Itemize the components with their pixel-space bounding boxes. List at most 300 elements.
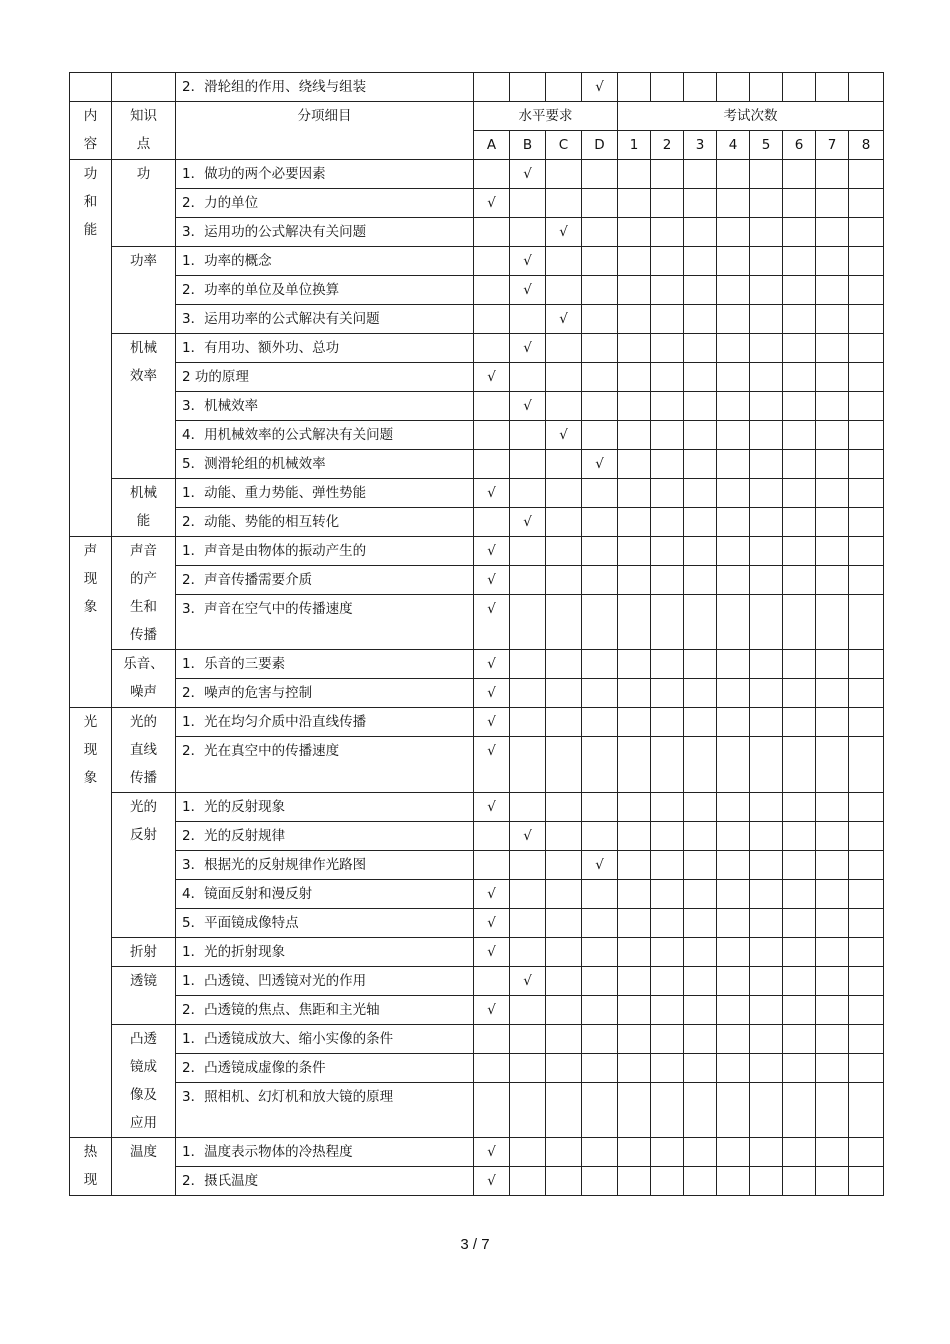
level-cell-c [546,218,582,247]
level-cell-c [546,160,582,189]
check-mark: √ [487,656,496,672]
table-row [70,160,884,189]
level-cell-a [474,909,510,938]
item-cell: 1．功率的概念 [176,247,474,276]
check-mark: √ [523,514,532,530]
level-cell-d [582,1167,618,1196]
level-cell-c [546,909,582,938]
level-cell-c [546,1054,582,1083]
stacked-char: 像及 [130,1087,157,1103]
stacked-char: 光的 [130,714,157,730]
exam-cell-4 [717,909,750,938]
exam-cell-4 [717,247,750,276]
exam-cell-2 [651,73,684,102]
exam-cell-6 [783,851,816,880]
stacked-char: 光 [83,714,98,730]
exam-cell-1 [618,650,651,679]
exam-cell-4 [717,566,750,595]
level-cell-c [546,851,582,880]
level-cell-a [474,247,510,276]
stacked-char: 噪声 [130,684,157,700]
exam-cell-1 [618,160,651,189]
header-level: A [474,131,510,160]
header-exam-number: 4 [717,131,750,160]
exam-cell-8 [849,708,884,737]
stacked-char: 光的 [130,799,157,815]
stacked-char: 点 [136,136,151,152]
level-cell-d [582,160,618,189]
level-cell-a [474,880,510,909]
exam-cell-1 [618,508,651,537]
level-cell-d [582,595,618,650]
exam-cell-7 [816,392,849,421]
exam-cell-5 [750,737,783,793]
level-cell-c [546,537,582,566]
level-cell-d [582,737,618,793]
exam-cell-6 [783,421,816,450]
level-cell-c [546,334,582,363]
exam-cell-4 [717,276,750,305]
level-cell-d [582,566,618,595]
level-cell-c [546,708,582,737]
level-cell-d [582,851,618,880]
exam-cell-6 [783,363,816,392]
exam-cell-8 [849,938,884,967]
exam-cell-6 [783,1025,816,1054]
check-mark: √ [487,572,496,588]
table-row [70,218,884,247]
item-cell: 1．动能、重力势能、弹性势能 [176,479,474,508]
item-cell: 1．做功的两个必要因素 [176,160,474,189]
exam-cell-1 [618,737,651,793]
level-cell-b [510,650,546,679]
table-row [70,996,884,1025]
exam-cell-4 [717,793,750,822]
item-cell: 1．光的反射现象 [176,793,474,822]
level-cell-a [474,1025,510,1054]
item-cell: 1．凸透镜、凹透镜对光的作用 [176,967,474,996]
item-cell: 3．运用功的公式解决有关问题 [176,218,474,247]
level-cell-a [474,218,510,247]
exam-cell-6 [783,996,816,1025]
exam-cell-6 [783,479,816,508]
check-mark: √ [487,485,496,501]
exam-cell-6 [783,909,816,938]
exam-cell-4 [717,1054,750,1083]
exam-cell-5 [750,679,783,708]
exam-cell-4 [717,595,750,650]
exam-cell-3 [684,392,717,421]
level-cell-a [474,1167,510,1196]
exam-cell-7 [816,1083,849,1138]
exam-cell-4 [717,1083,750,1138]
exam-cell-8 [849,1025,884,1054]
level-cell-b [510,363,546,392]
exam-cell-1 [618,909,651,938]
exam-cell-5 [750,851,783,880]
exam-cell-1 [618,566,651,595]
level-cell-c [546,1167,582,1196]
stacked-char: 象 [83,770,98,786]
exam-cell-6 [783,276,816,305]
header-level-group: 水平要求 [474,102,618,131]
exam-cell-3 [684,363,717,392]
exam-cell-8 [849,334,884,363]
exam-cell-2 [651,1083,684,1138]
level-cell-a [474,392,510,421]
item-cell: 2．光的反射规律 [176,822,474,851]
stacked-char: 机械 [130,340,157,356]
exam-cell-3 [684,793,717,822]
exam-cell-5 [750,421,783,450]
exam-cell-6 [783,938,816,967]
exam-cell-1 [618,1054,651,1083]
exam-cell-7 [816,851,849,880]
exam-cell-2 [651,363,684,392]
exam-cell-6 [783,880,816,909]
level-cell-a [474,479,510,508]
stacked-char: 内 [83,108,98,124]
level-cell-a [474,363,510,392]
level-cell-b [510,679,546,708]
exam-cell-8 [849,1054,884,1083]
level-cell-b [510,1138,546,1167]
exam-cell-6 [783,73,816,102]
exam-cell-3 [684,566,717,595]
level-cell-c [546,247,582,276]
exam-cell-3 [684,967,717,996]
check-mark: √ [487,886,496,902]
item-cell: 3．照相机、幻灯机和放大镜的原理 [176,1083,474,1138]
level-cell-d [582,305,618,334]
check-mark: √ [487,1173,496,1189]
exam-cell-3 [684,218,717,247]
exam-cell-8 [849,508,884,537]
exam-cell-8 [849,1083,884,1138]
check-mark: √ [559,427,568,443]
exam-cell-2 [651,1138,684,1167]
exam-cell-4 [717,508,750,537]
exam-cell-4 [717,450,750,479]
level-cell-b [510,967,546,996]
exam-cell-3 [684,851,717,880]
exam-cell-6 [783,334,816,363]
exam-cell-8 [849,1138,884,1167]
exam-cell-6 [783,160,816,189]
exam-cell-4 [717,1138,750,1167]
exam-cell-7 [816,363,849,392]
exam-cell-7 [816,305,849,334]
exam-cell-4 [717,1167,750,1196]
exam-cell-3 [684,650,717,679]
stacked-char: 现 [83,571,98,587]
knowledge-cell [112,73,176,102]
header-exam-number: 3 [684,131,717,160]
exam-cell-1 [618,996,651,1025]
exam-cell-1 [618,708,651,737]
table-row [70,737,884,764]
exam-cell-6 [783,737,816,793]
exam-cell-1 [618,938,651,967]
exam-cell-1 [618,334,651,363]
table-row [70,73,884,102]
level-cell-c [546,793,582,822]
level-cell-b [510,880,546,909]
exam-cell-8 [849,276,884,305]
item-cell: 1．凸透镜成放大、缩小实像的条件 [176,1025,474,1054]
header-level: B [510,131,546,160]
exam-cell-2 [651,909,684,938]
exam-cell-1 [618,479,651,508]
exam-cell-7 [816,793,849,822]
exam-cell-8 [849,737,884,793]
exam-cell-2 [651,793,684,822]
header-exam-number: 7 [816,131,849,160]
table-row [70,276,884,305]
exam-cell-6 [783,218,816,247]
curriculum-table [69,72,884,1196]
exam-cell-4 [717,537,750,566]
stacked-char: 和 [83,194,98,210]
table-row [70,392,884,421]
check-mark: √ [487,714,496,730]
exam-cell-5 [750,363,783,392]
exam-cell-6 [783,189,816,218]
exam-cell-2 [651,822,684,851]
level-cell-d [582,708,618,737]
exam-cell-8 [849,967,884,996]
exam-cell-1 [618,73,651,102]
check-mark: √ [523,282,532,298]
stacked-char: 功 [136,166,151,182]
exam-cell-6 [783,793,816,822]
stacked-char: 折射 [130,944,157,960]
level-cell-a [474,1054,510,1083]
check-mark: √ [559,224,568,240]
exam-cell-3 [684,537,717,566]
stacked-char: 的产 [130,571,157,587]
level-cell-b [510,276,546,305]
stacked-char: 直线 [130,742,157,758]
exam-cell-8 [849,537,884,566]
exam-cell-2 [651,708,684,737]
level-cell-c [546,566,582,595]
exam-cell-7 [816,566,849,595]
exam-cell-4 [717,1025,750,1054]
table-row [70,967,884,996]
exam-cell-5 [750,479,783,508]
exam-cell-3 [684,276,717,305]
knowledge-cell [112,793,176,938]
exam-cell-8 [849,679,884,708]
exam-cell-4 [717,679,750,708]
exam-cell-1 [618,595,651,650]
exam-cell-8 [849,880,884,909]
level-cell-c [546,822,582,851]
header-row [70,102,884,131]
table-row [70,1138,884,1167]
level-cell-d [582,1025,618,1054]
exam-cell-2 [651,1054,684,1083]
check-mark: √ [487,915,496,931]
table-row [70,880,884,909]
level-cell-c [546,421,582,450]
exam-cell-8 [849,218,884,247]
exam-cell-8 [849,189,884,218]
exam-cell-3 [684,708,717,737]
header-item: 分项细目 [176,102,474,160]
level-cell-d [582,909,618,938]
check-mark: √ [523,828,532,844]
level-cell-a [474,851,510,880]
exam-cell-6 [783,1167,816,1196]
level-cell-a [474,679,510,708]
exam-cell-7 [816,737,849,793]
item-cell: 2．动能、势能的相互转化 [176,508,474,537]
exam-cell-1 [618,305,651,334]
exam-cell-3 [684,334,717,363]
level-cell-b [510,566,546,595]
level-cell-d [582,276,618,305]
table-row [70,537,884,566]
exam-cell-7 [816,679,849,708]
exam-cell-6 [783,595,816,650]
level-cell-b [510,334,546,363]
exam-cell-2 [651,276,684,305]
knowledge-cell [112,537,176,650]
item-cell: 5．测滑轮组的机械效率 [176,450,474,479]
level-cell-d [582,450,618,479]
exam-cell-8 [849,566,884,595]
exam-cell-1 [618,1083,651,1138]
level-cell-b [510,793,546,822]
exam-cell-8 [849,996,884,1025]
exam-cell-3 [684,479,717,508]
check-mark: √ [487,743,496,759]
level-cell-a [474,595,510,650]
level-cell-d [582,1083,618,1138]
exam-cell-7 [816,334,849,363]
table-row [70,1054,884,1083]
exam-cell-7 [816,650,849,679]
exam-cell-1 [618,1167,651,1196]
exam-cell-2 [651,880,684,909]
exam-cell-3 [684,679,717,708]
exam-cell-7 [816,1054,849,1083]
exam-cell-5 [750,1054,783,1083]
table-row [70,247,884,276]
exam-cell-8 [849,73,884,102]
exam-cell-3 [684,909,717,938]
exam-cell-6 [783,679,816,708]
level-cell-c [546,880,582,909]
item-cell: 1．光的折射现象 [176,938,474,967]
stacked-char: 温度 [130,1144,157,1160]
level-cell-b [510,851,546,880]
exam-cell-7 [816,479,849,508]
table-row [70,479,884,508]
exam-cell-1 [618,967,651,996]
exam-cell-4 [717,851,750,880]
check-mark: √ [487,601,496,617]
level-cell-d [582,392,618,421]
exam-cell-8 [849,851,884,880]
level-cell-b [510,218,546,247]
stacked-char: 应用 [130,1115,157,1131]
check-mark: √ [523,253,532,269]
level-cell-d [582,996,618,1025]
exam-cell-5 [750,938,783,967]
level-cell-a [474,967,510,996]
level-cell-c [546,1083,582,1138]
item-cell: 3．机械效率 [176,392,474,421]
table-row [70,822,884,851]
exam-cell-2 [651,851,684,880]
stacked-char: 容 [83,136,98,152]
item-cell: 3．声音在空气中的传播速度 [176,595,474,650]
exam-cell-3 [684,996,717,1025]
level-cell-d [582,679,618,708]
exam-cell-4 [717,160,750,189]
check-mark: √ [487,685,496,701]
table-row [70,793,884,822]
exam-cell-7 [816,938,849,967]
level-cell-a [474,450,510,479]
exam-cell-5 [750,305,783,334]
header-level: D [582,131,618,160]
stacked-char: 生和 [130,599,157,615]
exam-cell-6 [783,1054,816,1083]
level-cell-a [474,938,510,967]
level-cell-b [510,392,546,421]
exam-cell-3 [684,1138,717,1167]
item-cell: 1．乐音的三要素 [176,650,474,679]
exam-cell-7 [816,1025,849,1054]
exam-cell-3 [684,1083,717,1138]
exam-cell-1 [618,1138,651,1167]
exam-cell-2 [651,1025,684,1054]
exam-cell-7 [816,537,849,566]
exam-cell-2 [651,737,684,793]
exam-cell-8 [849,160,884,189]
header-exam-number: 8 [849,131,884,160]
level-cell-c [546,305,582,334]
item-cell: 2．声音传播需要介质 [176,566,474,595]
table-row [70,938,884,967]
exam-cell-6 [783,822,816,851]
knowledge-cell [112,938,176,967]
exam-cell-7 [816,421,849,450]
exam-cell-6 [783,708,816,737]
level-cell-a [474,160,510,189]
exam-cell-6 [783,650,816,679]
exam-cell-5 [750,537,783,566]
header-level: C [546,131,582,160]
exam-cell-5 [750,822,783,851]
exam-cell-2 [651,650,684,679]
exam-cell-5 [750,189,783,218]
exam-cell-8 [849,479,884,508]
exam-cell-3 [684,737,717,793]
table-row [70,566,884,595]
exam-cell-6 [783,566,816,595]
exam-cell-7 [816,508,849,537]
exam-cell-7 [816,880,849,909]
table-row [70,450,884,479]
item-cell: 4．镜面反射和漫反射 [176,880,474,909]
level-cell-b [510,938,546,967]
exam-cell-7 [816,595,849,650]
